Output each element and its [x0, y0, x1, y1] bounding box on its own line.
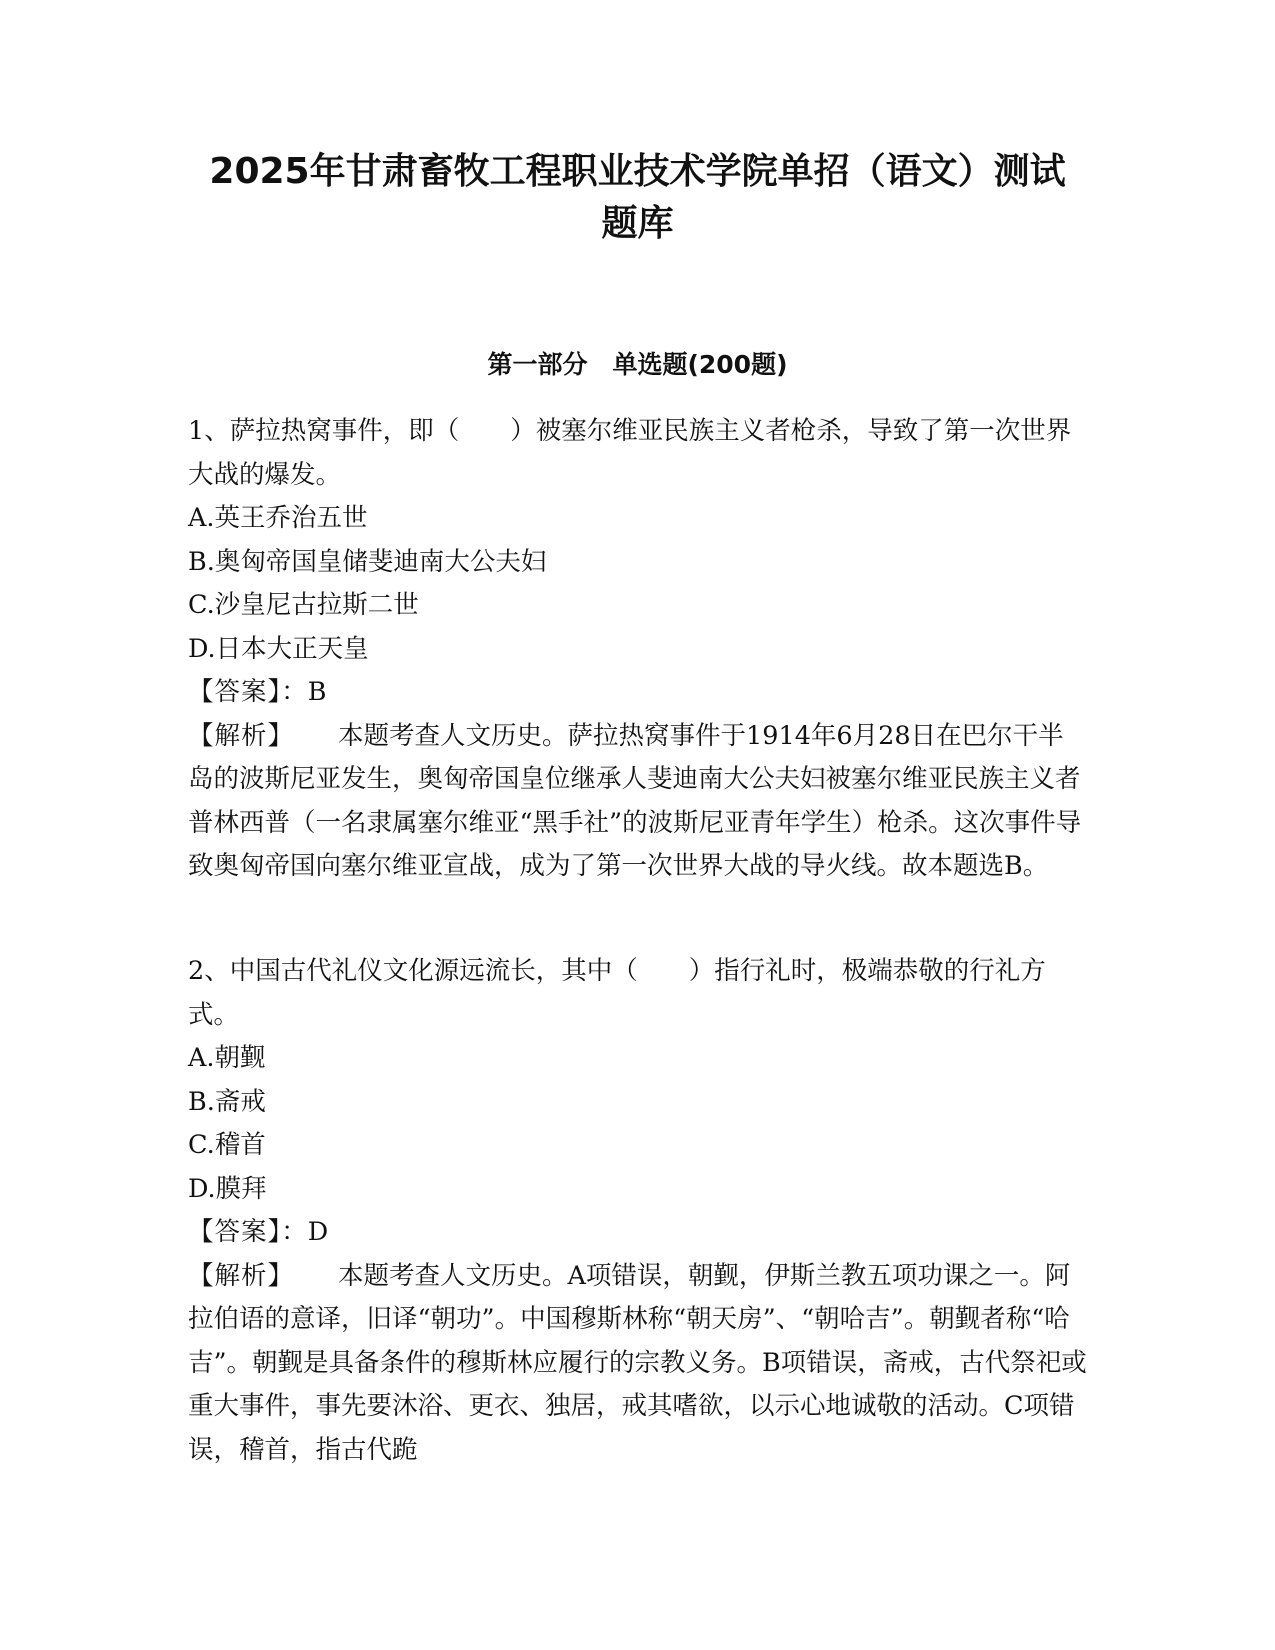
- question-stem: 1、萨拉热窝事件，即（ ）被塞尔维亚民族主义者枪杀，导致了第一次世界大战的爆发。: [188, 416, 1072, 490]
- answer-line: [188, 1211, 1088, 1255]
- option-c: C.稽首: [188, 1130, 266, 1160]
- answer-label: 【答案】：: [188, 677, 308, 707]
- option-c: C.沙皇尼古拉斯二世: [188, 590, 419, 620]
- question-2: [188, 950, 1088, 1472]
- analysis-text: 本题考查人文历史。萨拉热窝事件于1914年6月28日在巴尔干半岛的波斯尼亚发生，奥匈帝国皇位继承人斐迪南大公夫妇被塞尔维亚民族主义者普林西普（一名隶属塞尔维亚“黑手社”的波斯尼亚青年学生）枪杀。这次事件导致奥匈帝国向塞尔维亚宣战，成为了第一次世界大战的导火线。故本题选B。: [188, 720, 1082, 881]
- document-title-line-1: 2025年甘肃畜牧工程职业技术学院单招（语文）测试: [209, 151, 1066, 192]
- answer-line: [188, 671, 1088, 715]
- question-stem: 2、中国古代礼仪文化源远流长，其中（ ）指行礼时，极端恭敬的行礼方式。: [188, 956, 1046, 1030]
- answer-value: D: [307, 1217, 329, 1247]
- section-heading: 第一部分 单选题(200题): [487, 350, 788, 379]
- document-title-line-2: 题库: [601, 203, 674, 244]
- option-a: A.朝觐: [188, 1043, 266, 1073]
- option-a: A.英王乔治五世: [188, 503, 368, 533]
- analysis-text: 本题考查人文历史。A项错误，朝觐，伊斯兰教五项功课之一。阿拉伯语的意译，旧译“朝功”。中国穆斯林称“朝天房”、“朝哈吉”。朝觐者称“哈吉”。朝觐是具备条件的穆斯林应履行的宗教义务。B项错误，斋戒，古代祭祀或重大事件，事先要沐浴、更衣、独居，戒其嗜欲，以示心地诚敬的活动。C项错误，稽首，指古代跪: [188, 1260, 1087, 1465]
- answer-label: 【答案】：: [188, 1217, 308, 1247]
- option-b: B.斋戒: [188, 1086, 266, 1117]
- option-b: B.奥匈帝国皇储斐迪南大公夫妇: [188, 546, 547, 577]
- question-1: [188, 410, 1088, 889]
- analysis-label: 【解析】: [188, 720, 295, 751]
- option-d: D.膜拜: [188, 1173, 267, 1204]
- answer-value: B: [307, 677, 327, 707]
- option-d: D.日本大正天皇: [188, 633, 369, 664]
- analysis: [188, 1255, 1088, 1473]
- analysis-label: 【解析】: [188, 1260, 295, 1291]
- analysis: [188, 715, 1088, 889]
- document-title: [170, 146, 1105, 250]
